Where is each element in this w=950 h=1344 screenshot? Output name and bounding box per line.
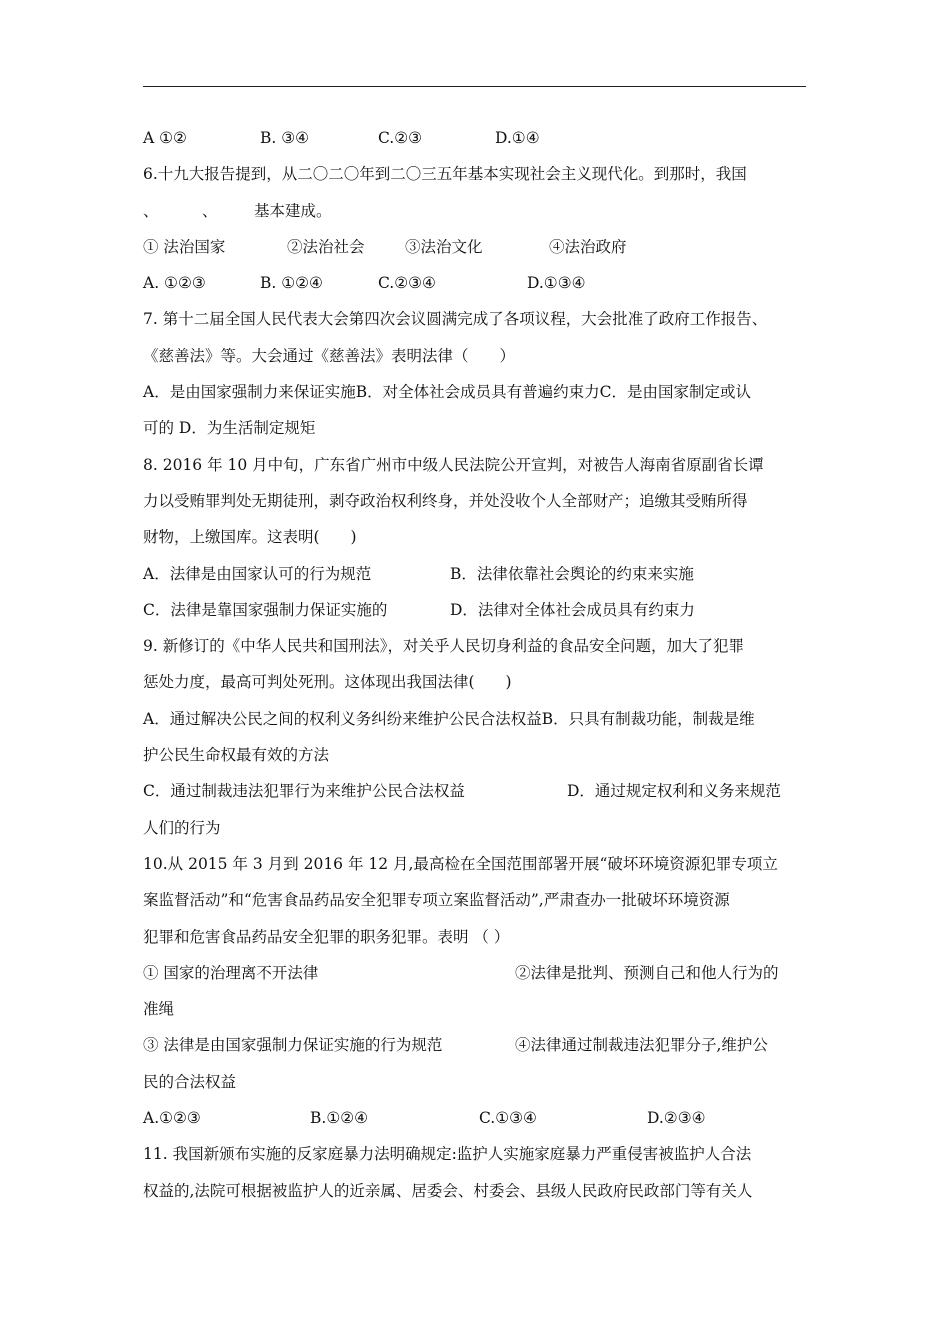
question-7-stem — [143, 301, 808, 337]
header-rule — [143, 86, 806, 87]
options-row — [143, 265, 808, 301]
question-9-stem — [143, 628, 808, 664]
option-c: C.①③④ — [479, 1109, 537, 1128]
option-b: B. ①②④ — [260, 274, 323, 293]
option-c: C.②③④ — [378, 274, 436, 293]
text-line — [143, 882, 808, 918]
text-line — [143, 810, 808, 846]
statement: ④法律通过制裁违法犯罪分子,维护公 — [515, 1036, 768, 1055]
statement: ②法治社会 — [287, 237, 365, 256]
option-b: B. ③④ — [260, 129, 310, 147]
text-segment: 、 — [202, 201, 218, 220]
option-d: D.②③④ — [647, 1109, 706, 1128]
text-line — [143, 483, 808, 519]
text-segment: 财物，上缴国库。这表明( ) — [143, 528, 357, 547]
option-d: D．通过规定权利和义务来规范 — [567, 782, 781, 801]
option-a: A.①②③ — [143, 1109, 201, 1128]
document-body — [143, 120, 808, 1209]
option-d: D.①④ — [495, 129, 540, 147]
text-segment: A．是由国家强制力来保证实施B．对全体社会成员具有普遍约束力C．是由国家制定或认 — [143, 383, 751, 402]
text-segment: 民的合法权益 — [143, 1072, 237, 1091]
option-c: C．法律是靠国家强制力保证实施的 — [143, 600, 388, 619]
text-line — [143, 664, 808, 700]
option-d: D.①③④ — [527, 274, 586, 293]
text-segment: 权益的,法院可根据被监护人的近亲属、居委会、村委会、县级人民政府民政部门等有关人 — [143, 1181, 753, 1200]
option-b: B．法律依靠社会舆论的约束来实施 — [450, 564, 694, 583]
text-line — [143, 120, 808, 156]
statement: ③ 法律是由国家强制力保证实施的行为规范 — [143, 1036, 443, 1055]
text-segment: 9. 新修订的《中华人民共和国刑法》，对关乎人民切身利益的食品安全问题，加大了犯罪 — [143, 637, 744, 656]
text-line — [143, 519, 808, 555]
text-segment: 基本建成。 — [254, 201, 332, 220]
option-b: B.①②④ — [310, 1109, 369, 1128]
text-line — [143, 374, 808, 410]
text-segment: 准绳 — [143, 1000, 175, 1019]
text-segment: 案监督活动”和“危害食品药品安全犯罪专项立案监督活动”,严肃查办一批破坏环境资源 — [143, 891, 730, 910]
text-segment: 护公民生命权最有效的方法 — [143, 746, 330, 765]
text-segment: 8. 2016 年 10 月中旬，广东省广州市中级人民法院公开宣判，对被告人海南省原副省长谭 — [143, 455, 764, 474]
question-11-stem — [143, 1136, 808, 1172]
option-a: A ①② — [143, 129, 187, 147]
text-line — [143, 410, 808, 446]
option-d: D．法律对全体社会成员具有约束力 — [450, 600, 695, 619]
statement: ① 法治国家 — [143, 237, 226, 256]
text-line — [143, 991, 808, 1027]
option-c: C.②③ — [378, 129, 423, 147]
text-segment: 10.从 2015 年 3 月到 2016 年 12 月,最高检在全国范围部署开展“破坏环境资源犯罪专项立 — [143, 854, 778, 873]
option-a: A．法律是由国家认可的行为规范 — [143, 564, 372, 583]
option-c: C．通过制裁违法犯罪行为来维护公民合法权益 — [143, 782, 465, 801]
text-line — [143, 701, 808, 737]
text-segment: 可的 D．为生活制定规矩 — [143, 419, 316, 438]
text-segment: 惩处力度，最高可判处死刑。这体现出我国法律( ) — [143, 673, 512, 692]
statement: ②法律是批判、预测自己和他人行为的 — [515, 963, 779, 982]
statement: ④法治政府 — [549, 237, 627, 256]
text-segment: 7. 第十二届全国人民代表大会第四次会议圆满完成了各项议程，大会批准了政府工作报告、 — [143, 310, 768, 329]
text-segment: 、 — [143, 201, 159, 220]
statement: ③法治文化 — [405, 237, 483, 256]
options-row — [143, 1100, 808, 1136]
options-row — [143, 773, 808, 809]
question-8-stem — [143, 447, 808, 483]
statement-list — [143, 955, 808, 991]
statement-list — [143, 1027, 808, 1063]
text-segment: 力以受贿罪判处无期徒刑，剥夺政治权利终身，并处没收个人全部财产；追缴其受贿所得 — [143, 491, 748, 510]
text-segment: A．通过解决公民之间的权利义务纠纷来维护公民合法权益B．只具有制裁功能，制裁是维 — [143, 709, 755, 728]
text-segment: 6.十九大报告提到，从二〇二〇年到二〇三五年基本实现社会主义现代化。到那时，我国 — [143, 165, 747, 184]
text-segment: 人们的行为 — [143, 818, 221, 837]
text-segment: 《慈善法》等。大会通过《慈善法》表明法律（ ） — [143, 346, 516, 365]
text-segment: 11. 我国新颁布实施的反家庭暴力法明确规定:监护人实施家庭暴力严重侵害被监护人合法 — [143, 1145, 752, 1164]
question-10-stem — [143, 846, 808, 882]
options-row — [143, 556, 808, 592]
text-line — [143, 919, 808, 955]
text-line — [143, 338, 808, 374]
options-row — [143, 592, 808, 628]
text-line — [143, 737, 808, 773]
option-a: A. ①②③ — [143, 274, 206, 293]
statement: ① 国家的治理离不开法律 — [143, 963, 319, 982]
text-line — [143, 1064, 808, 1100]
text-line — [143, 193, 808, 229]
statement-list — [143, 229, 808, 265]
text-line — [143, 1173, 808, 1209]
text-segment: 犯罪和危害食品药品安全犯罪的职务犯罪。表明 （ ） — [143, 927, 510, 946]
question-6-stem — [143, 156, 808, 192]
